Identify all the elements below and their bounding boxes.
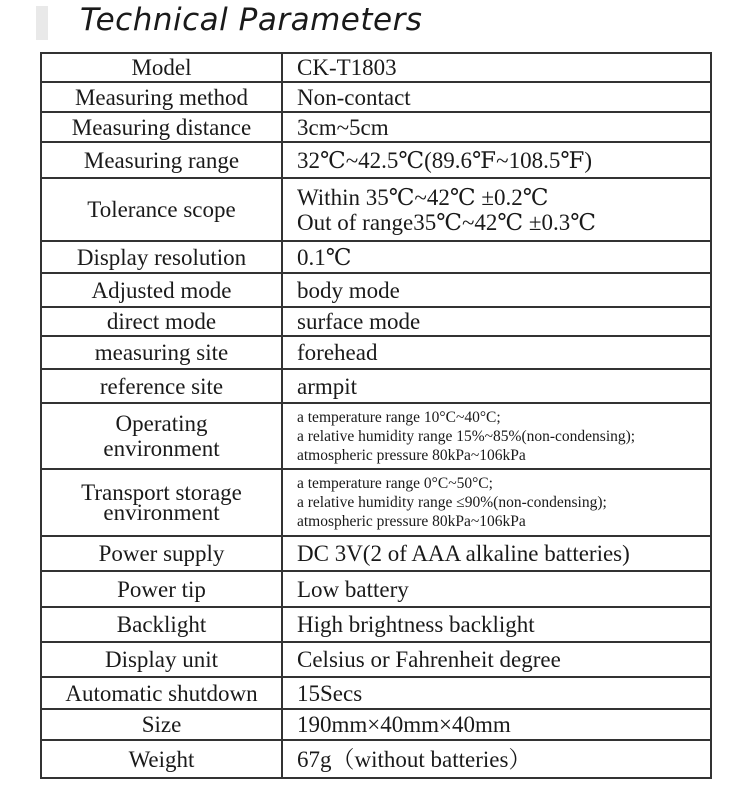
table-row bbox=[41, 369, 711, 403]
table-row bbox=[41, 403, 711, 469]
value-line: Non-contact bbox=[297, 84, 411, 110]
row-label bbox=[41, 273, 282, 307]
value-line: Out of range35℃~42℃ ±0.3℃ bbox=[297, 209, 596, 235]
row-label bbox=[41, 403, 282, 469]
row-value bbox=[282, 112, 711, 142]
row-value bbox=[282, 607, 711, 642]
row-label bbox=[41, 469, 282, 536]
label-line: Transport storage bbox=[81, 479, 242, 505]
row-value bbox=[282, 178, 711, 241]
table-row bbox=[41, 571, 711, 607]
label-line: Measuring distance bbox=[71, 114, 252, 140]
row-label bbox=[41, 607, 282, 642]
table-row bbox=[41, 536, 711, 571]
value-line: 3cm~5cm bbox=[297, 114, 389, 140]
value-line: Low battery bbox=[297, 576, 409, 602]
row-value bbox=[282, 273, 711, 307]
label-line: Power supply bbox=[98, 541, 225, 566]
label-line: Measuring range bbox=[83, 147, 240, 173]
row-label bbox=[41, 709, 282, 740]
label-line: Automatic shutdown bbox=[65, 680, 258, 706]
value-line: a relative humidity range ≤90%(non-condensing); bbox=[297, 494, 607, 511]
label-line: Model bbox=[131, 55, 192, 80]
row-value bbox=[282, 53, 711, 82]
value-line: surface mode bbox=[297, 309, 421, 334]
label-line: environment bbox=[103, 499, 220, 525]
row-label bbox=[41, 307, 282, 336]
label-line: Backlight bbox=[116, 612, 207, 637]
table-row bbox=[41, 82, 711, 112]
value-line: a temperature range 10°C~40°C; bbox=[297, 408, 501, 426]
page-title: Technical Parameters bbox=[80, 2, 423, 38]
row-label bbox=[41, 677, 282, 709]
value-line: a relative humidity range 15%~85%(non-condensing); bbox=[297, 427, 636, 445]
label-line: Tolerance scope bbox=[87, 197, 236, 222]
value-line: CK-T1803 bbox=[297, 55, 397, 80]
value-line: 32℃~42.5℃(89.6℉~108.5℉) bbox=[297, 147, 593, 173]
row-value bbox=[282, 536, 711, 571]
value-line: body mode bbox=[297, 277, 400, 303]
row-label bbox=[41, 53, 282, 82]
row-label bbox=[41, 369, 282, 403]
row-label bbox=[41, 178, 282, 241]
label-line: Display resolution bbox=[76, 244, 247, 270]
value-line: 0.1℃ bbox=[297, 244, 352, 270]
value-line: a temperature range 0°C~50°C; bbox=[297, 475, 493, 492]
label-line: Display unit bbox=[104, 647, 219, 672]
value-line: armpit bbox=[297, 373, 358, 399]
row-value bbox=[282, 740, 711, 778]
row-label bbox=[41, 336, 282, 369]
row-label bbox=[41, 740, 282, 778]
value-line: 67g（without batteries） bbox=[297, 746, 532, 772]
row-value bbox=[282, 642, 711, 677]
table-row bbox=[41, 469, 711, 536]
row-value bbox=[282, 142, 711, 178]
row-value bbox=[282, 571, 711, 607]
label-line: direct mode bbox=[106, 309, 217, 334]
label-line: measuring site bbox=[94, 340, 229, 365]
row-value bbox=[282, 369, 711, 403]
table-row bbox=[41, 241, 711, 273]
value-line: 15Secs bbox=[297, 680, 363, 706]
row-label bbox=[41, 241, 282, 273]
spec-table bbox=[40, 52, 712, 779]
label-line: Adjusted mode bbox=[91, 277, 232, 303]
table-row bbox=[41, 307, 711, 336]
value-line: forehead bbox=[297, 340, 378, 365]
table-row bbox=[41, 642, 711, 677]
table-row bbox=[41, 142, 711, 178]
row-value bbox=[282, 241, 711, 273]
label-line: environment bbox=[103, 436, 220, 461]
value-line: High brightness backlight bbox=[297, 612, 535, 637]
table-row bbox=[41, 112, 711, 142]
row-label bbox=[41, 536, 282, 571]
label-line: Power tip bbox=[117, 576, 206, 602]
table-row bbox=[41, 336, 711, 369]
label-line: Weight bbox=[128, 746, 195, 772]
label-line: Measuring method bbox=[74, 84, 249, 110]
table-row bbox=[41, 273, 711, 307]
table-row bbox=[41, 740, 711, 778]
value-line: Within 35℃~42℃ ±0.2℃ bbox=[297, 184, 549, 210]
table-row bbox=[41, 677, 711, 709]
table-row bbox=[41, 178, 711, 241]
row-label bbox=[41, 82, 282, 112]
row-label bbox=[41, 112, 282, 142]
value-line: DC 3V(2 of AAA alkaline batteries) bbox=[297, 541, 630, 566]
label-line: Operating bbox=[115, 411, 208, 436]
row-label bbox=[41, 642, 282, 677]
table-row bbox=[41, 709, 711, 740]
label-line: reference site bbox=[99, 373, 224, 399]
value-line: Celsius or Fahrenheit degree bbox=[297, 647, 561, 672]
value-line: atmospheric pressure 80kPa~106kPa bbox=[297, 446, 526, 464]
value-line: 190mm×40mm×40mm bbox=[297, 712, 511, 737]
table-row bbox=[41, 607, 711, 642]
value-line: atmospheric pressure 80kPa~106kPa bbox=[297, 513, 526, 530]
label-line: Size bbox=[141, 712, 182, 737]
title-accent-bar bbox=[36, 6, 48, 40]
row-value bbox=[282, 403, 711, 469]
row-value bbox=[282, 469, 711, 536]
row-label bbox=[41, 142, 282, 178]
row-value bbox=[282, 307, 711, 336]
table-row bbox=[41, 53, 711, 82]
row-value bbox=[282, 709, 711, 740]
row-value bbox=[282, 336, 711, 369]
row-value bbox=[282, 82, 711, 112]
row-value bbox=[282, 677, 711, 709]
row-label bbox=[41, 571, 282, 607]
